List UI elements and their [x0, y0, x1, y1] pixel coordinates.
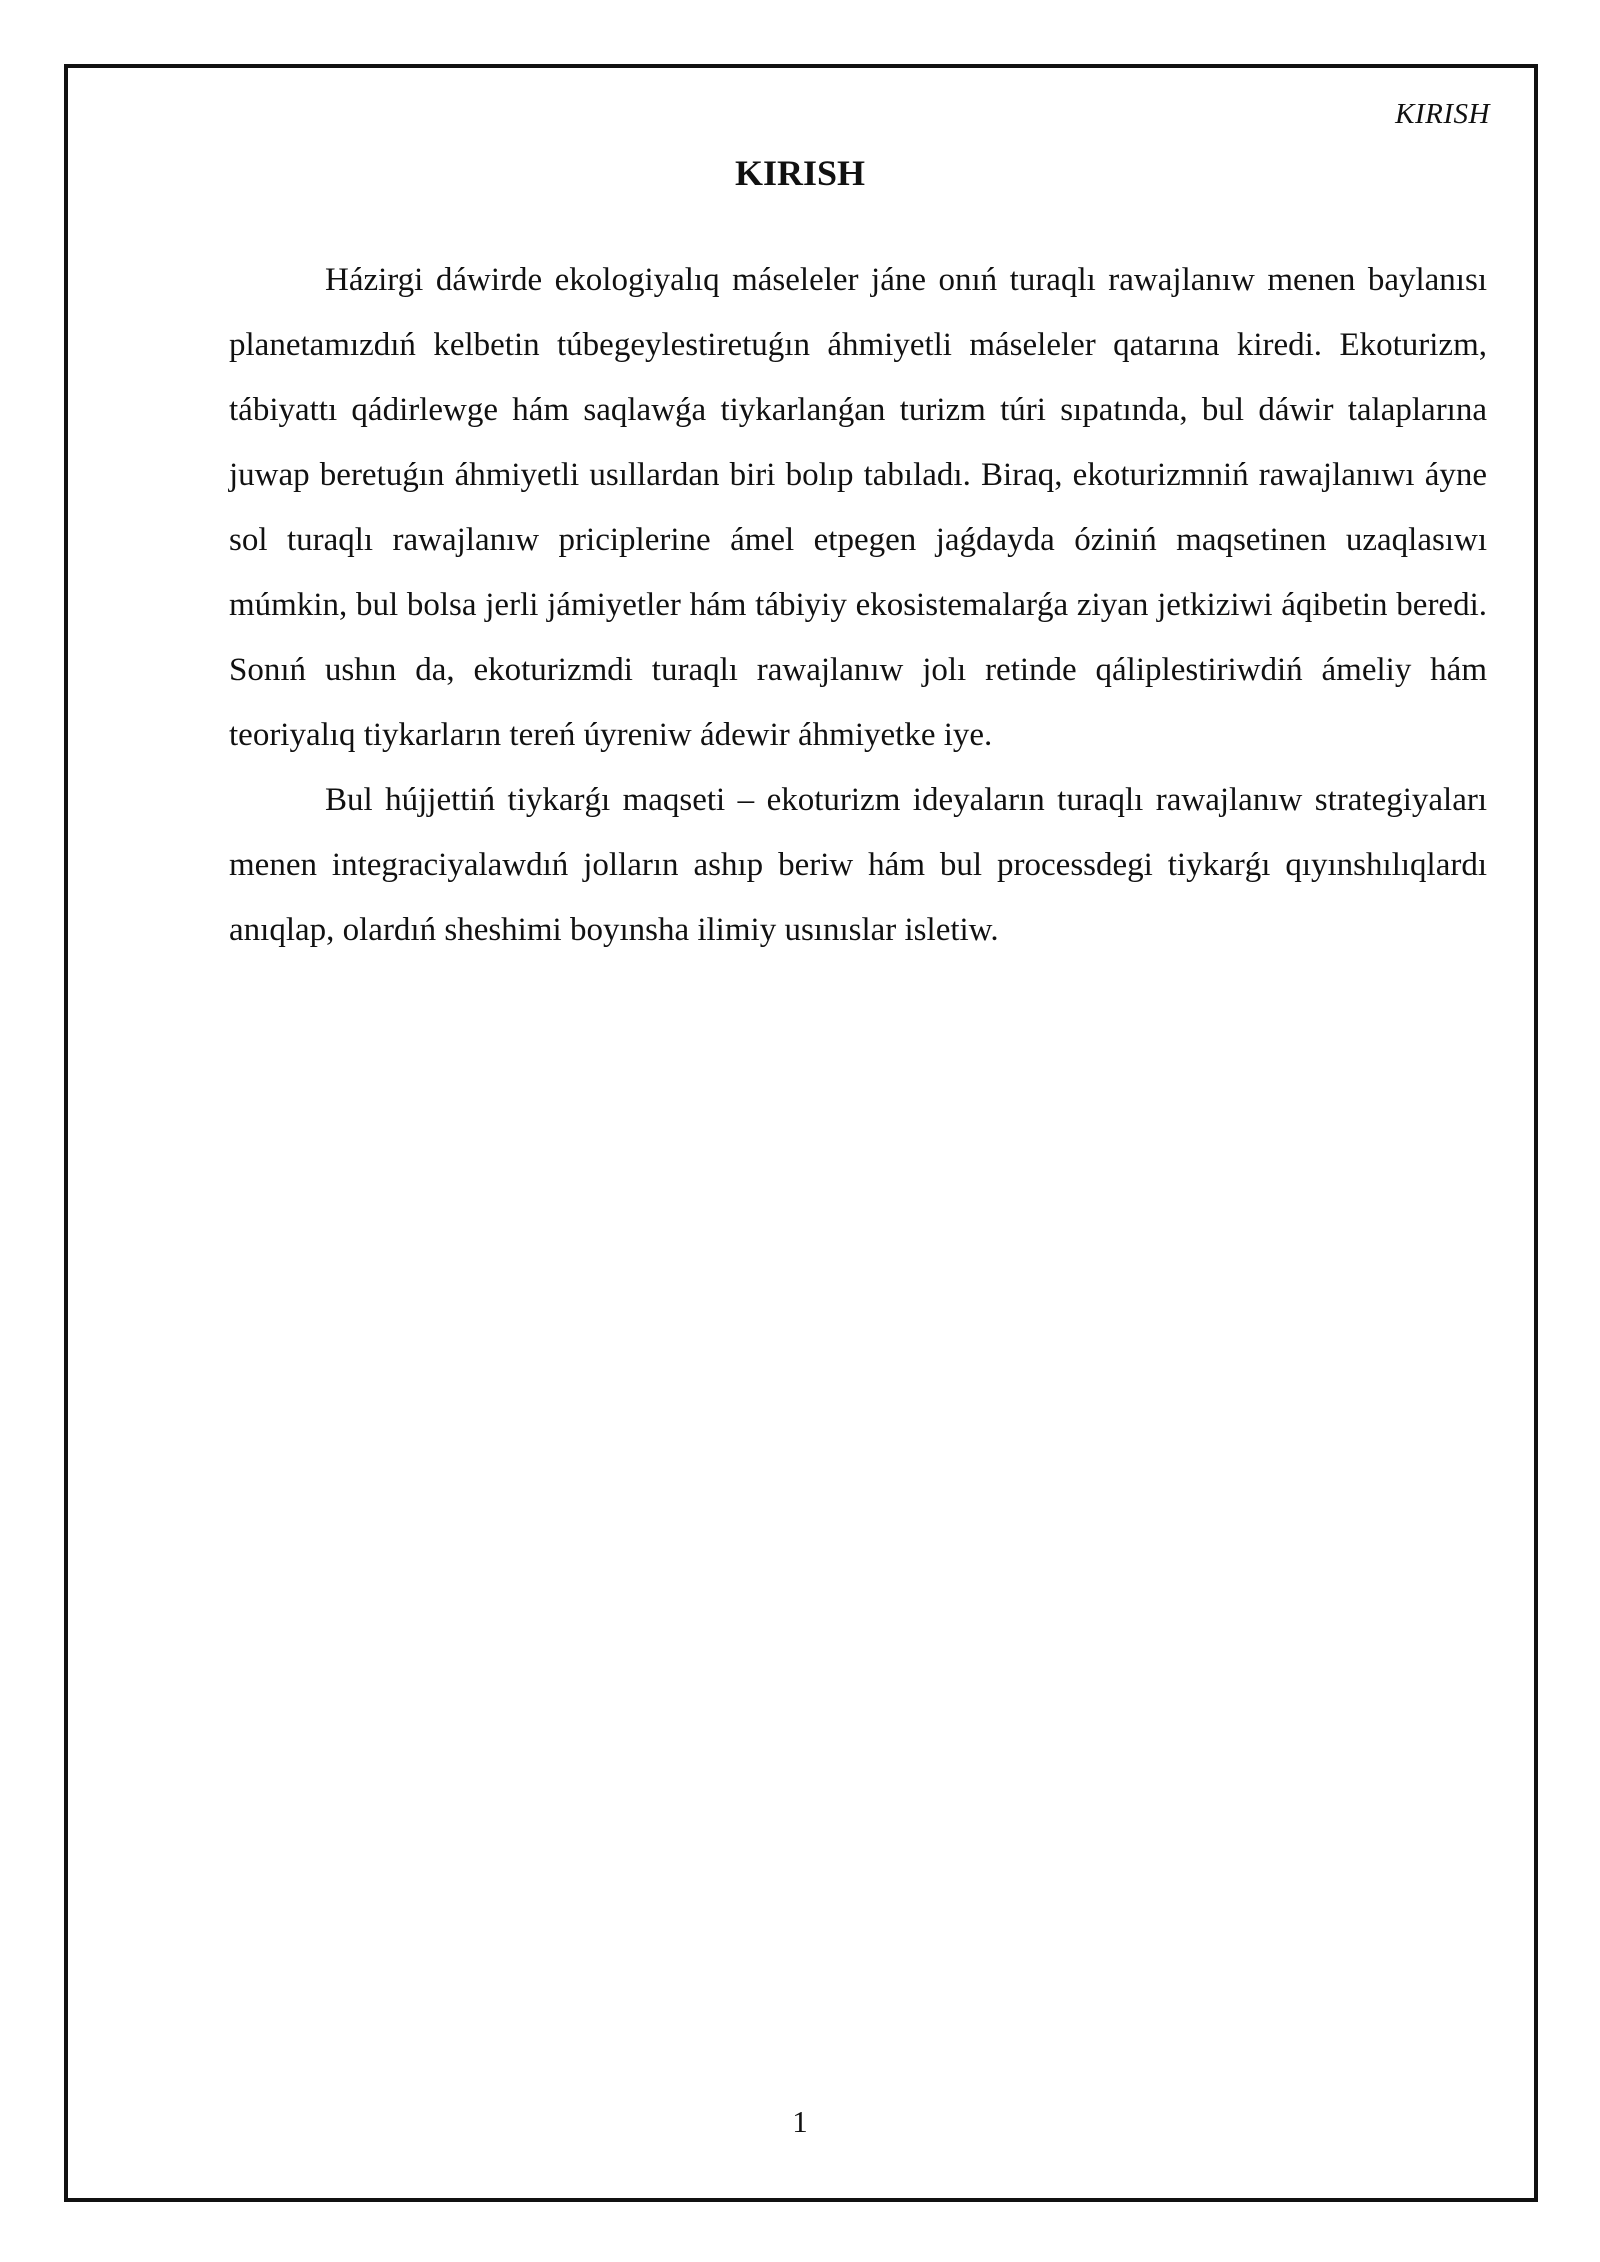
- body-text: [229, 248, 1487, 963]
- running-header: KIRISH: [1395, 98, 1490, 130]
- document-title: KIRISH: [734, 153, 866, 193]
- paragraph-purpose: Bul hújjettiń tiykarǵı maqseti – ekoturizm ideyaların turaqlı rawajlanıw strategiyaları menen integraciyalawdıń jolların ashıp beriw hám bul processdegi tiykarǵı qıyınshılıqlardı anıqlap, olardıń sheshimi boyınsha ilimiy usınıslar isletiw.: [229, 782, 1487, 948]
- paragraph-introduction: Házirgi dáwirde ekologiyalıq máseleler jáne onıń turaqlı rawajlanıw menen baylanısı planetamızdıń kelbetin túbegeylestiretuǵın áhmiyetli máseleler qatarına kiredi. Ekoturizm, tábiyattı qádirlewge hám saqlawǵa tiykarlanǵan turizm túri sıpatında, bul dáwir talaplarına juwap beretuǵın áhmiyetli usıllardan biri bolıp tabıladı. Biraq, ekoturizmniń rawajlanıwı áyne sol turaqlı rawajlanıw priciplerine ámel etpegen jaǵdayda óziniń maqsetinen uzaqlasıwı múmkin, bul bolsa jerli jámiyetler hám tábiyiy ekosistemalarǵa ziyan jetkiziwi áqibetin beredi. Sonıń ushın da, ekoturizmdi turaqlı rawajlanıw jolı retinde qáliplestiriwdiń ámeliy hám teoriyalıq tiykarların tereń úyreniw ádewir áhmiyetke iye.: [229, 262, 1487, 753]
- page-number: 1: [792, 2104, 808, 2139]
